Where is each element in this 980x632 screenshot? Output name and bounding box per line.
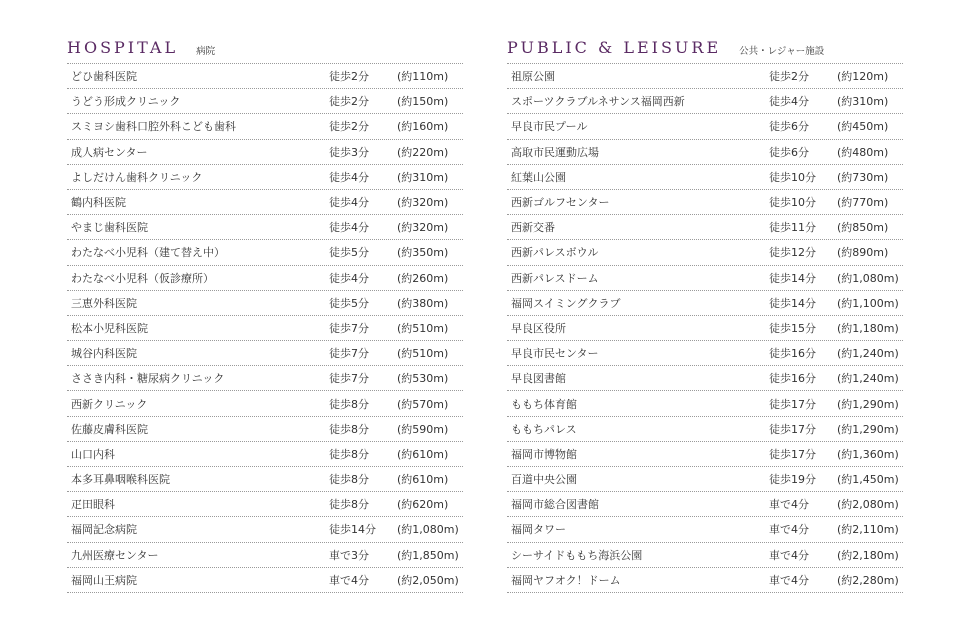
list-item xyxy=(507,165,903,190)
leisure-list xyxy=(507,63,903,593)
distance: (約620m) xyxy=(397,498,449,512)
travel-time: 徒歩10分 xyxy=(769,196,816,210)
list-item xyxy=(507,492,903,517)
distance: (約2,280m) xyxy=(837,573,899,587)
facility-name: 福岡市博物館 xyxy=(511,447,577,461)
distance: (約770m) xyxy=(837,196,889,210)
travel-time: 車で4分 xyxy=(769,498,809,512)
list-item xyxy=(67,467,463,492)
facility-name: 福岡山王病院 xyxy=(71,573,137,587)
list-item xyxy=(507,366,903,391)
leisure-title-en: PUBLIC & LEISURE xyxy=(507,38,722,57)
travel-time: 徒歩8分 xyxy=(329,498,369,512)
distance: (約150m) xyxy=(397,95,449,109)
travel-time: 徒歩6分 xyxy=(769,145,809,159)
list-item xyxy=(507,543,903,568)
distance: (約570m) xyxy=(397,397,449,411)
facility-name: 紅葉山公園 xyxy=(511,170,566,184)
facility-name: 鶴内科医院 xyxy=(71,196,126,210)
hospital-section xyxy=(67,38,463,593)
list-item xyxy=(507,266,903,291)
facility-name: わたなべ小児科（仮診療所） xyxy=(71,271,214,285)
facility-name: ささき内科・糖尿病クリニック xyxy=(71,372,225,386)
travel-time: 徒歩8分 xyxy=(329,397,369,411)
facility-name: 早良市民センター xyxy=(511,347,599,361)
hospital-heading xyxy=(67,38,463,63)
facility-name: 佐藤皮膚科医院 xyxy=(71,422,148,436)
list-item xyxy=(67,291,463,316)
travel-time: 徒歩10分 xyxy=(769,170,816,184)
list-item xyxy=(67,266,463,291)
facility-name: よしだけん歯科クリニック xyxy=(71,170,203,184)
list-item xyxy=(67,140,463,165)
list-item xyxy=(67,215,463,240)
distance: (約510m) xyxy=(397,321,449,335)
travel-time: 徒歩7分 xyxy=(329,321,369,335)
facility-name: 九州医療センター xyxy=(71,548,159,562)
facility-name: 福岡タワー xyxy=(511,523,566,537)
travel-time: 徒歩2分 xyxy=(769,70,809,84)
leisure-heading xyxy=(507,38,903,63)
facility-name: 早良市民プール xyxy=(511,120,588,134)
travel-time: 徒歩16分 xyxy=(769,372,816,386)
hospital-title-en: HOSPITAL xyxy=(67,38,179,57)
distance: (約890m) xyxy=(837,246,889,260)
travel-time: 徒歩4分 xyxy=(769,95,809,109)
list-item xyxy=(67,165,463,190)
travel-time: 徒歩17分 xyxy=(769,397,816,411)
list-item xyxy=(67,417,463,442)
list-item xyxy=(507,291,903,316)
distance: (約2,080m) xyxy=(837,498,899,512)
list-item xyxy=(67,492,463,517)
hospital-list xyxy=(67,63,463,593)
distance: (約1,290m) xyxy=(837,397,899,411)
facility-name: 城谷内科医院 xyxy=(71,347,137,361)
distance: (約310m) xyxy=(397,170,449,184)
distance: (約1,240m) xyxy=(837,372,899,386)
distance: (約480m) xyxy=(837,145,889,159)
list-item xyxy=(67,64,463,89)
facility-name: 三恵外科医院 xyxy=(71,296,137,310)
distance: (約2,050m) xyxy=(397,573,459,587)
travel-time: 徒歩16分 xyxy=(769,347,816,361)
facility-name: ももち体育館 xyxy=(511,397,577,411)
list-item xyxy=(507,417,903,442)
list-item xyxy=(67,89,463,114)
facility-name: 福岡記念病院 xyxy=(71,523,137,537)
list-item xyxy=(67,391,463,416)
list-item xyxy=(507,64,903,89)
facility-name: 福岡スイミングクラブ xyxy=(511,296,621,310)
distance: (約590m) xyxy=(397,422,449,436)
facility-name: 福岡市総合図書館 xyxy=(511,498,599,512)
distance: (約320m) xyxy=(397,196,449,210)
travel-time: 徒歩17分 xyxy=(769,447,816,461)
distance: (約530m) xyxy=(397,372,449,386)
facility-name: 西新クリニック xyxy=(71,397,148,411)
facility-name: 本多耳鼻咽喉科医院 xyxy=(71,473,170,487)
travel-time: 徒歩17分 xyxy=(769,422,816,436)
travel-time: 徒歩2分 xyxy=(329,95,369,109)
distance: (約2,180m) xyxy=(837,548,899,562)
list-item xyxy=(67,366,463,391)
travel-time: 徒歩8分 xyxy=(329,447,369,461)
list-item xyxy=(507,517,903,542)
list-item xyxy=(67,114,463,139)
distance: (約730m) xyxy=(837,170,889,184)
travel-time: 徒歩2分 xyxy=(329,70,369,84)
facility-name: スポーツクラブルネサンス福岡西新 xyxy=(511,95,685,109)
list-item xyxy=(67,240,463,265)
travel-time: 車で3分 xyxy=(329,548,369,562)
distance: (約610m) xyxy=(397,473,449,487)
travel-time: 徒歩8分 xyxy=(329,422,369,436)
distance: (約610m) xyxy=(397,447,449,461)
travel-time: 徒歩5分 xyxy=(329,246,369,260)
leisure-title-jp: 公共・レジャー施設 xyxy=(739,46,825,57)
distance: (約260m) xyxy=(397,271,449,285)
distance: (約2,110m) xyxy=(837,523,899,537)
travel-time: 徒歩2分 xyxy=(329,120,369,134)
distance: (約1,080m) xyxy=(837,271,899,285)
distance: (約1,450m) xyxy=(837,473,899,487)
distance: (約1,290m) xyxy=(837,422,899,436)
list-item xyxy=(507,467,903,492)
facility-name: 早良区役所 xyxy=(511,321,566,335)
list-item xyxy=(507,215,903,240)
facility-name: 早良図書館 xyxy=(511,372,566,386)
facility-name: 山口内科 xyxy=(71,447,115,461)
list-item xyxy=(507,391,903,416)
distance: (約310m) xyxy=(837,95,889,109)
facility-name: 百道中央公園 xyxy=(511,473,577,487)
distance: (約1,360m) xyxy=(837,447,899,461)
list-item xyxy=(67,341,463,366)
facility-name: 高取市民運動広場 xyxy=(511,145,599,159)
list-item xyxy=(507,114,903,139)
distance: (約510m) xyxy=(397,347,449,361)
facility-name: シーサイドももち海浜公園 xyxy=(511,548,643,562)
distance: (約1,240m) xyxy=(837,347,899,361)
travel-time: 車で4分 xyxy=(769,548,809,562)
travel-time: 車で4分 xyxy=(769,573,809,587)
list-item xyxy=(507,89,903,114)
list-item xyxy=(507,190,903,215)
travel-time: 徒歩12分 xyxy=(769,246,816,260)
facility-name: うどう形成クリニック xyxy=(71,95,181,109)
facility-name: 西新パレスボウル xyxy=(511,246,599,260)
distance: (約380m) xyxy=(397,296,449,310)
travel-time: 徒歩5分 xyxy=(329,296,369,310)
travel-time: 徒歩6分 xyxy=(769,120,809,134)
travel-time: 徒歩14分 xyxy=(329,523,376,537)
travel-time: 徒歩4分 xyxy=(329,170,369,184)
hospital-title-jp: 病院 xyxy=(196,46,216,57)
facility-name: どひ歯科医院 xyxy=(71,70,137,84)
distance: (約110m) xyxy=(397,70,449,84)
facility-name: 疋田眼科 xyxy=(71,498,115,512)
facility-name: わたなべ小児科（建て替え中） xyxy=(71,246,225,260)
facility-name: 西新ゴルフセンター xyxy=(511,196,610,210)
distance: (約1,180m) xyxy=(837,321,899,335)
distance: (約850m) xyxy=(837,221,889,235)
facility-name: ももちパレス xyxy=(511,422,577,436)
facility-name: 福岡ヤフオク！ドーム xyxy=(511,573,621,587)
travel-time: 徒歩3分 xyxy=(329,145,369,159)
distance: (約1,080m) xyxy=(397,523,459,537)
list-item xyxy=(507,140,903,165)
list-item xyxy=(67,568,463,593)
facility-name: やまじ歯科医院 xyxy=(71,221,148,235)
travel-time: 徒歩7分 xyxy=(329,372,369,386)
facility-name: 西新交番 xyxy=(511,221,555,235)
travel-time: 徒歩4分 xyxy=(329,196,369,210)
list-item xyxy=(507,442,903,467)
leisure-section xyxy=(507,38,903,593)
travel-time: 徒歩14分 xyxy=(769,296,816,310)
facility-name: 祖原公園 xyxy=(511,70,555,84)
facility-name: 成人病センター xyxy=(71,145,148,159)
list-item xyxy=(507,341,903,366)
travel-time: 徒歩11分 xyxy=(769,221,816,235)
distance: (約1,850m) xyxy=(397,548,459,562)
travel-time: 徒歩19分 xyxy=(769,473,816,487)
list-item xyxy=(507,316,903,341)
distance: (約350m) xyxy=(397,246,449,260)
list-item xyxy=(507,240,903,265)
travel-time: 徒歩4分 xyxy=(329,221,369,235)
distance: (約220m) xyxy=(397,145,449,159)
list-item xyxy=(507,568,903,593)
distance: (約320m) xyxy=(397,221,449,235)
travel-time: 徒歩15分 xyxy=(769,321,816,335)
facility-name: 西新パレスドーム xyxy=(511,271,599,285)
distance: (約160m) xyxy=(397,120,449,134)
list-item xyxy=(67,543,463,568)
travel-time: 徒歩4分 xyxy=(329,271,369,285)
travel-time: 徒歩14分 xyxy=(769,271,816,285)
list-item xyxy=(67,517,463,542)
travel-time: 徒歩7分 xyxy=(329,347,369,361)
list-item xyxy=(67,190,463,215)
travel-time: 車で4分 xyxy=(329,573,369,587)
travel-time: 徒歩8分 xyxy=(329,473,369,487)
facility-name: 松本小児科医院 xyxy=(71,321,148,335)
facility-name: スミヨシ歯科口腔外科こども歯科 xyxy=(71,120,236,134)
list-item xyxy=(67,316,463,341)
distance: (約1,100m) xyxy=(837,296,899,310)
list-item xyxy=(67,442,463,467)
travel-time: 車で4分 xyxy=(769,523,809,537)
distance: (約450m) xyxy=(837,120,889,134)
distance: (約120m) xyxy=(837,70,889,84)
